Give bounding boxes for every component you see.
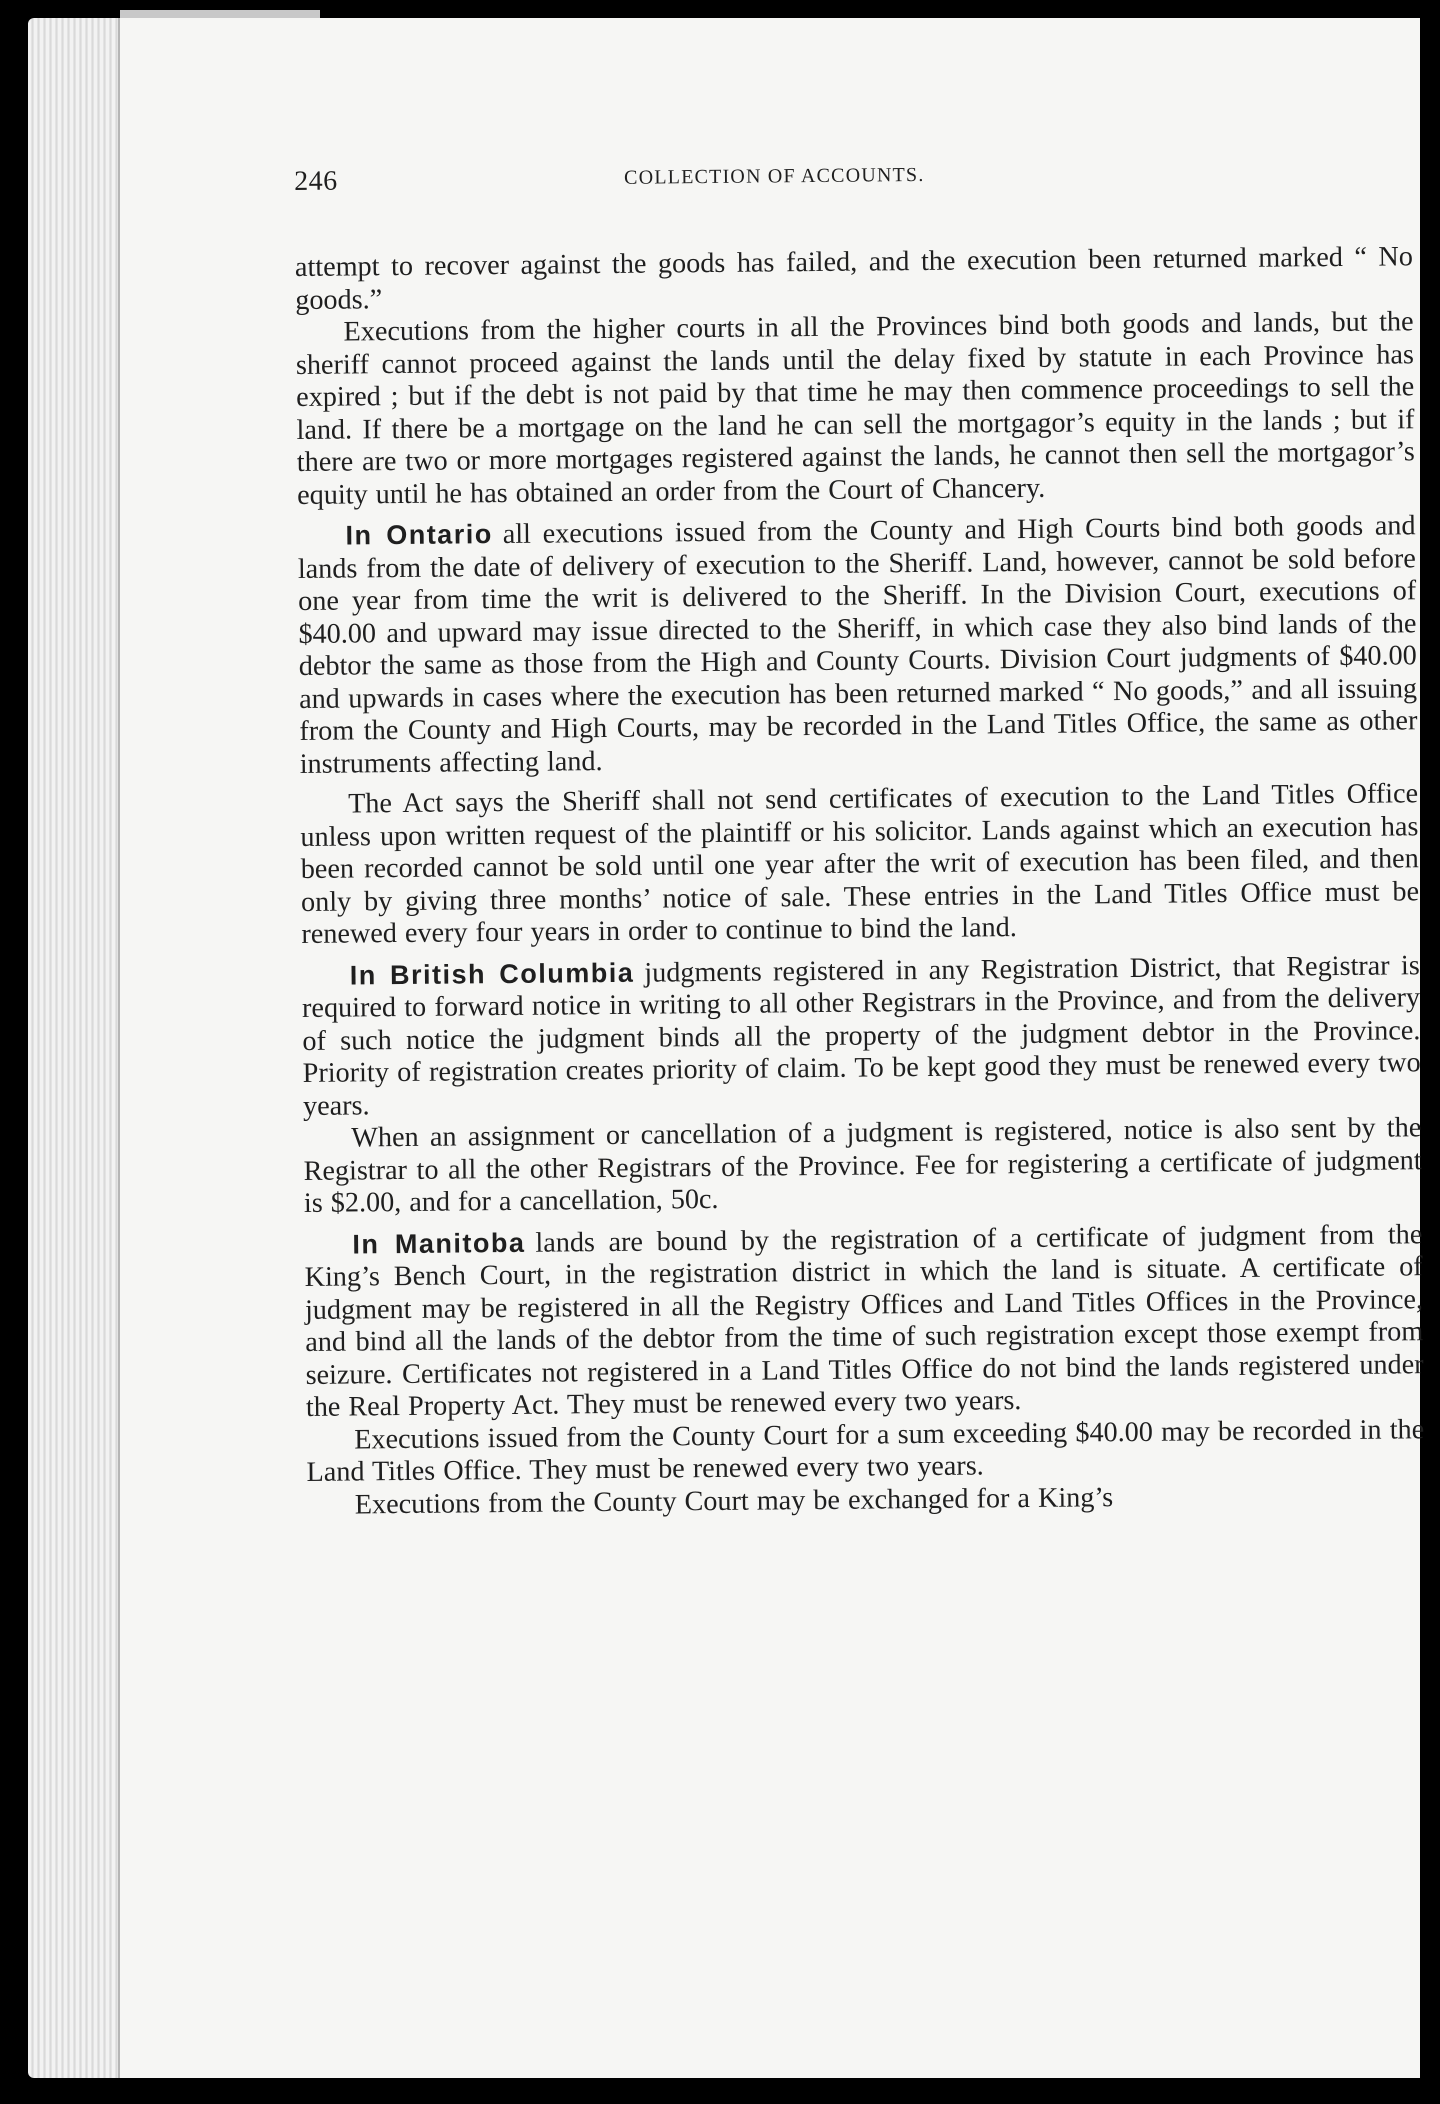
- paragraph: [303, 1112, 1422, 1220]
- book-page: [118, 18, 1425, 2078]
- paragraph-ontario: [297, 509, 1417, 781]
- paragraph-british-columbia: [302, 949, 1422, 1123]
- page-text-block: [294, 155, 1425, 1522]
- paragraph: [295, 306, 1415, 512]
- paragraph-text: Executions from the County Court may be exchanged for a King’s: [354, 1481, 1114, 1520]
- paragraph-text: The Act says the Sheriff shall not send certificates of execution to the Land Titles Office unless upon written request of the plaintiff or his solicitor. Lands against which an execution has been recorded cannot be sold until one year after the writ of execution has been filed, and then only by giving three months’ notice of sale. These entries in the Land Titles Office must be renewed every four years in order to continue to bind the land.: [300, 778, 1420, 950]
- paragraph-text: judgments registered in any Registration District, that Registrar is required to forward notice in writing to all other Registrars in the Province, and from the delivery of such notice the judgment binds all the property of the judgment debtor in the Province. Priority of registration creates priority of claim. To be kept good they must be renewed every two years.: [301, 949, 1421, 1122]
- paragraph: [295, 241, 1414, 317]
- page-number: 246: [294, 165, 338, 197]
- paragraph-lead: In Ontario: [345, 519, 493, 551]
- paragraph-text: attempt to recover against the goods has failed, and the execution been returned marked “ No goods.”: [294, 241, 1414, 316]
- paragraph-text: Executions issued from the County Court for a sum exceeding $40.00 may be recorded in the Land Titles Office. They must be renewed every two years.: [306, 1413, 1425, 1488]
- paragraph-lead: In British Columbia: [349, 957, 635, 991]
- running-title: COLLECTION OF ACCOUNTS.: [624, 163, 925, 189]
- paragraph-text: Executions from the higher courts in all the Provinces bind both goods and lands, but the sheriff cannot proceed against the lands until the delay fixed by statute in each Province has expired ; but if the debt is not paid by that time he may then commence proceedings to sell the land. If there be a mortgage on the land he can sell the mortgagor’s equity in the lands ; but if there are two or more mortgages registered against the lands, he cannot then sell the mortgagor’s equity until he has obtained an order from the Court of Chancery.: [295, 306, 1415, 511]
- paragraph-lead: In Manitoba: [352, 1227, 526, 1259]
- paragraph: [306, 1414, 1425, 1490]
- paragraph-text: all executions issued from the County and High Courts bind both goods and lands from the date of delivery of execution to the Sheriff. Land, however, cannot be sold before one year from time the writ is delivered to the Sheriff. In the Division Court, executions of $40.00 and upward may issue directed to the Sheriff, in which case they also bind lands of the debtor the same as those from the High and County Courts. Division Court judgments of $40.00 and upwards in cases where the execution has been returned marked “ No goods,” and all issuing from the County and High Courts, may be recorded in the Land Titles Office, the same as other instruments affecting land.: [297, 510, 1418, 780]
- paragraph-text: When an assignment or cancellation of a judgment is registered, notice is also sent by the Registrar to all the other Registrars of the Province. Fee for registering a certificate of judgment is $2.00, and for a cancellation, 50c.: [303, 1112, 1422, 1219]
- paragraph: [300, 778, 1420, 951]
- paragraph-manitoba: [304, 1218, 1424, 1425]
- paragraph-text: lands are bound by the registration of a certificate of judgment from the King’s Bench Court, in the registration district in which the land is situate. A certificate of judgment may be registered in all the Registry Offices and Land Titles Offices in the Province, and bind all the lands of the debtor from the time of such registration except those exempt from seizure. Certificates not registered in a Land Titles Office do not bind the lands registered under the Real Property Act. They must be renewed every two years.: [304, 1218, 1424, 1423]
- running-header: [294, 155, 1412, 212]
